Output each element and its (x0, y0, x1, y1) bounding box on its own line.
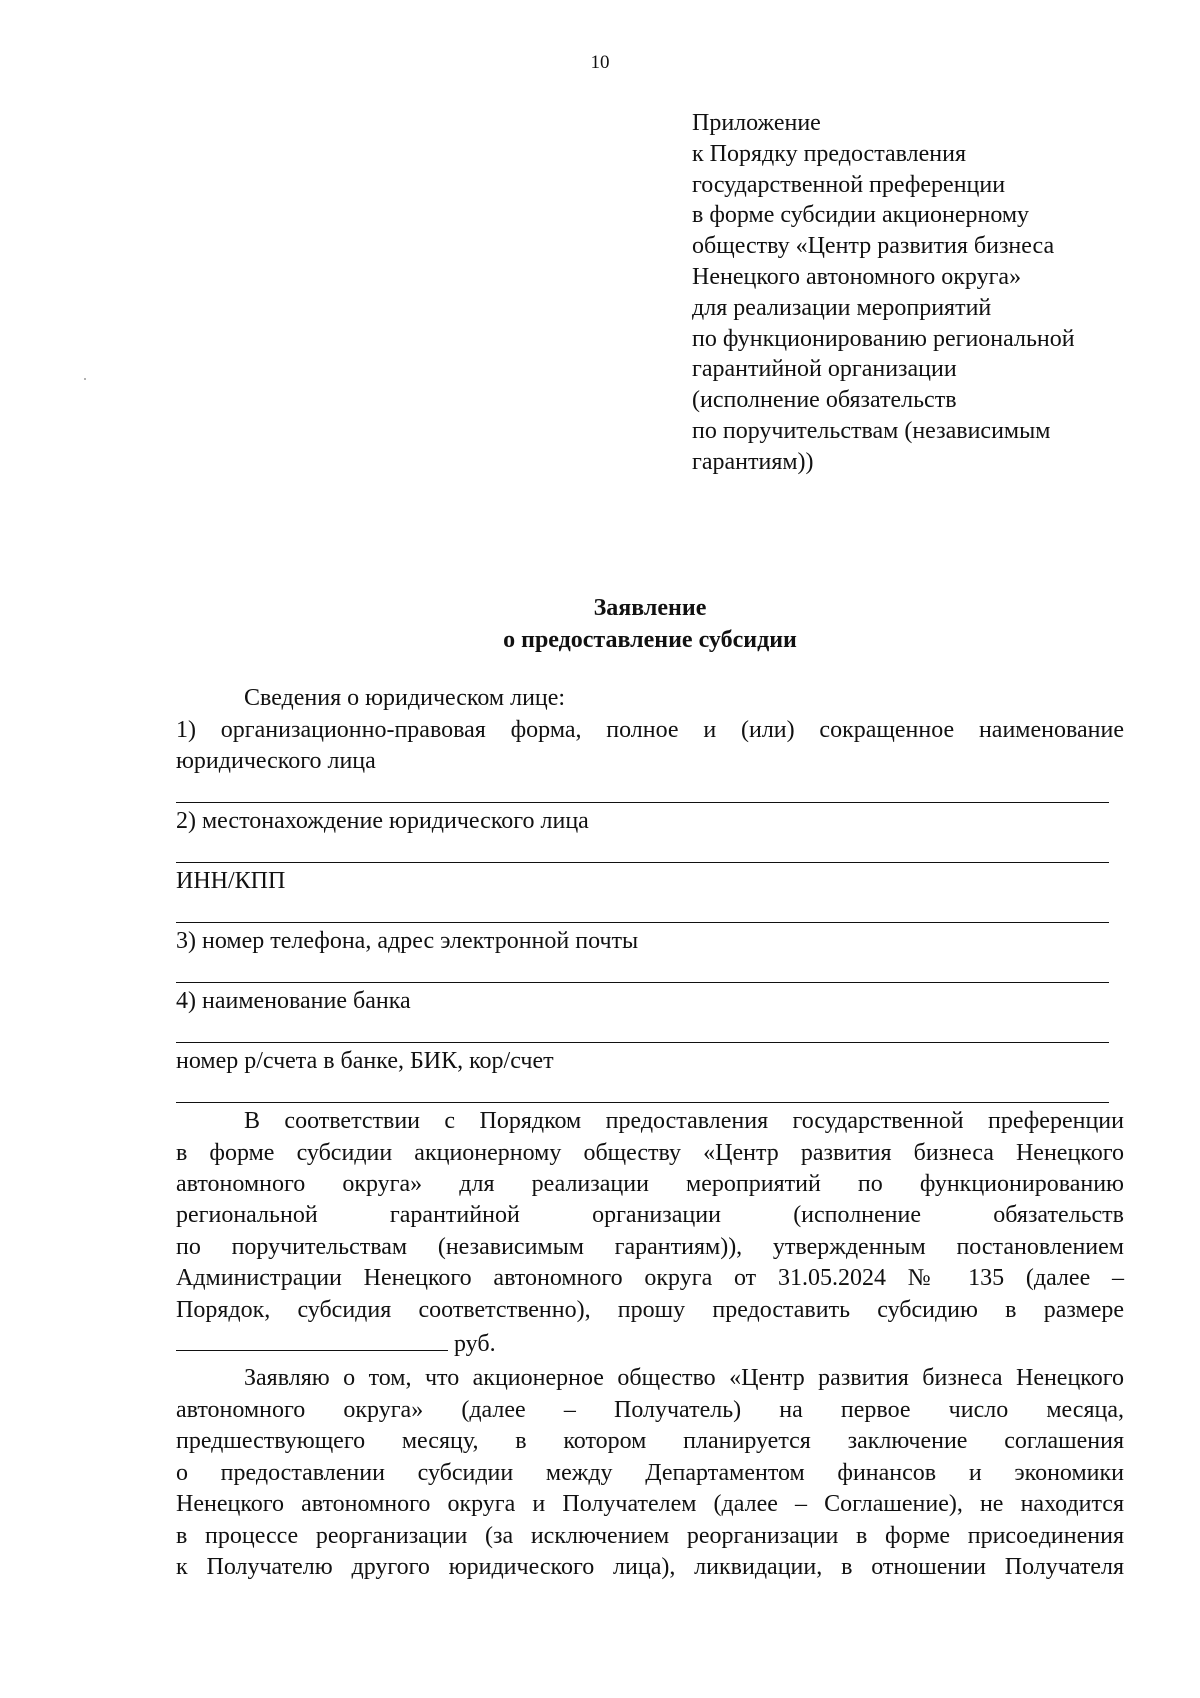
appendix-line: в форме субсидии акционерному (692, 202, 1030, 229)
paragraph-line: предшествующего месяцу, в котором планируется заключение соглашения (176, 1428, 1124, 1454)
field-3-fill-line (176, 982, 1109, 983)
appendix-line: для реализации мероприятий (692, 294, 992, 321)
paragraph-line: к Получателю другого юридического лица), ликвидации, в отношении Получателя (176, 1554, 1124, 1580)
appendix-line: гарантийной организации (692, 356, 957, 383)
scan-speck (84, 378, 86, 380)
paragraph-line: В соответствии с Порядком предоставления государственной преференции (244, 1108, 1124, 1134)
appendix-line: по поручительствам (независимым (692, 417, 1051, 444)
appendix-line: государственной преференции (692, 171, 1006, 198)
paragraph-line: о предоставлении субсидии между Департаментом финансов и экономики (176, 1460, 1124, 1486)
appendix-line: Приложение (692, 110, 821, 136)
paragraph-line: Заявляю о том, что акционерное общество «Центр развития бизнеса Ненецкого (244, 1365, 1124, 1391)
field-2-label: 2) местонахождение юридического лица (176, 808, 589, 834)
appendix-line: обществу «Центр развития бизнеса (692, 233, 1055, 260)
paragraph-line: региональной гарантийной организации (исполнение обязательств (176, 1202, 1124, 1228)
paragraph-line: в процессе реорганизации (за исключением реорганизации в форме присоединения (176, 1523, 1124, 1549)
field-account-label: номер р/счета в банке, БИК, кор/счет (176, 1048, 554, 1074)
document-subtitle: о предоставление субсидии (503, 627, 797, 653)
appendix-line: Ненецкого автономного округа» (692, 263, 1022, 290)
appendix-line: гарантиям)) (692, 448, 814, 475)
field-3-label: 3) номер телефона, адрес электронной почты (176, 928, 639, 954)
field-account-fill-line (176, 1102, 1109, 1103)
amount-blank (176, 1326, 448, 1351)
paragraph-line: автономного округа» (далее – Получатель) на первое число месяца, (176, 1397, 1124, 1423)
field-2-fill-line (176, 862, 1109, 863)
paragraph-line: Администрации Ненецкого автономного округа от 31.05.2024 № 135 (далее – (176, 1265, 1124, 1291)
field-1-fill-line (176, 802, 1109, 803)
field-1-label-line1: 1) организационно-правовая форма, полное и (или) сокращенное наименование (176, 717, 1124, 743)
document-title: Заявление (593, 595, 707, 621)
paragraph-line: автономного округа» для реализации мероприятий по функционированию (176, 1171, 1124, 1197)
field-inn-fill-line (176, 922, 1109, 923)
field-1-label-line2: юридического лица (176, 748, 376, 774)
appendix-line: (исполнение обязательств (692, 387, 957, 414)
amount-currency: руб. (454, 1331, 496, 1357)
appendix-line: к Порядку предоставления (692, 140, 967, 167)
page-number: 10 (590, 52, 610, 73)
field-4-label: 4) наименование банка (176, 988, 411, 1014)
appendix-block (692, 108, 1132, 478)
paragraph-line: Ненецкого автономного округа и Получателем (далее – Соглашение), не находится (176, 1491, 1124, 1517)
paragraph-line: в форме субсидии акционерному обществу «Центр развития бизнеса Ненецкого (176, 1140, 1124, 1166)
paragraph-line: Порядок, субсидия соответственно), прошу предоставить субсидию в размере (176, 1297, 1124, 1323)
appendix-line: по функционированию региональной (692, 325, 1075, 352)
paragraph-line: по поручительствам (независимым гарантиям)), утвержденным постановлением (176, 1234, 1124, 1260)
field-4-fill-line (176, 1042, 1109, 1043)
amount-line (176, 1326, 1124, 1361)
field-inn-label: ИНН/КПП (176, 868, 286, 894)
legal-entity-intro: Сведения о юридическом лице: (244, 685, 566, 711)
